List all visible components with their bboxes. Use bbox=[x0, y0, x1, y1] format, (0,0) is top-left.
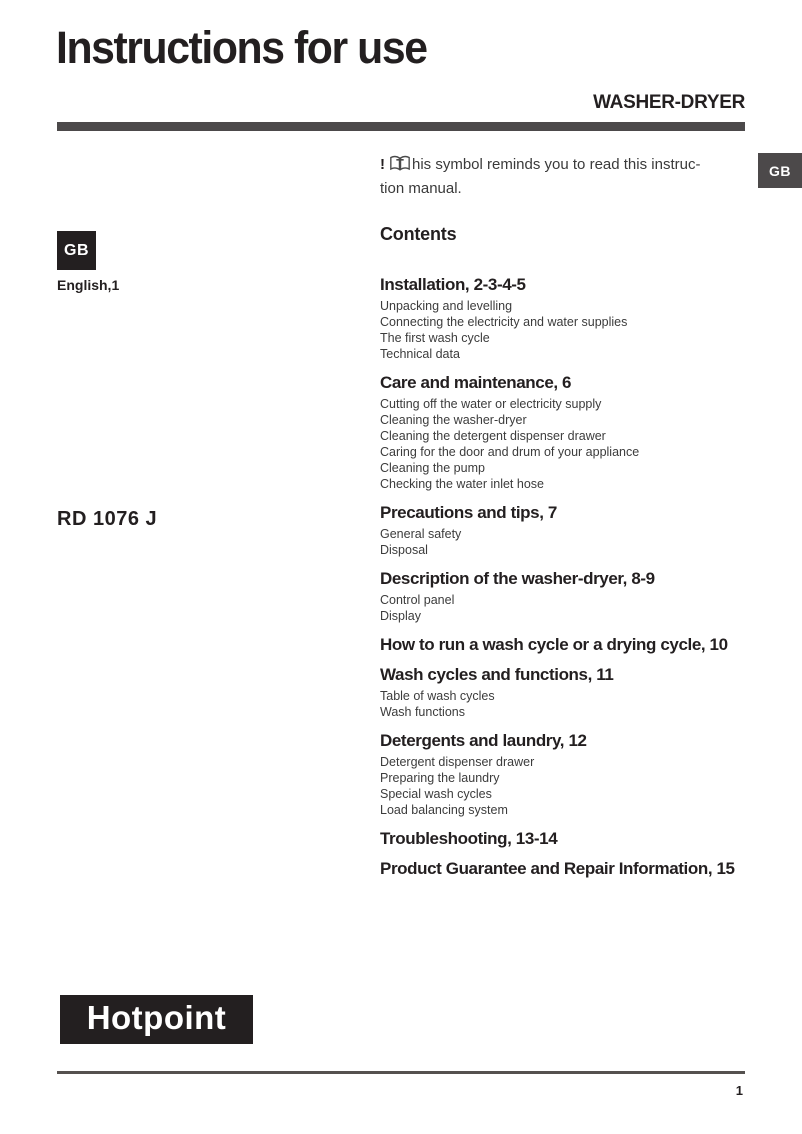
contents-section bbox=[380, 860, 775, 878]
contents-item: General safety bbox=[380, 527, 462, 541]
contents-section bbox=[380, 830, 775, 848]
contents-section-title: Description of the washer-dryer, 8-9 bbox=[380, 569, 655, 588]
language-badge-label: GB bbox=[64, 241, 89, 259]
contents-item: Checking the water inlet hose bbox=[380, 477, 544, 491]
contents-section-title: Product Guarantee and Repair Information, 15 bbox=[380, 859, 735, 878]
open-book-icon bbox=[389, 155, 411, 178]
contents-item: Table of wash cycles bbox=[380, 689, 495, 703]
contents-item: Disposal bbox=[380, 543, 428, 557]
contents-item: Special wash cycles bbox=[380, 787, 492, 801]
contents-item: Unpacking and levelling bbox=[380, 299, 513, 313]
contents-section-title: How to run a wash cycle or a drying cycle, 10 bbox=[380, 635, 728, 654]
contents-item: Connecting the electricity and water supplies bbox=[380, 315, 628, 329]
contents-section-items bbox=[380, 526, 775, 558]
contents-item: Preparing the laundry bbox=[380, 771, 500, 785]
contents-item: Cleaning the washer-dryer bbox=[380, 413, 527, 427]
contents-section-title: Care and maintenance, 6 bbox=[380, 373, 572, 392]
contents-item: Load balancing system bbox=[380, 803, 508, 817]
appliance-type-label: WASHER-DRYER bbox=[593, 92, 745, 113]
contents-item: Technical data bbox=[380, 347, 460, 361]
brand-logo-text: Hotpoint bbox=[86, 999, 227, 1036]
model-number: RD 1076 J bbox=[57, 508, 158, 530]
contents-section bbox=[380, 732, 775, 818]
contents-item: Caring for the door and drum of your appliance bbox=[380, 445, 640, 459]
contents-item: Cleaning the detergent dispenser drawer bbox=[380, 429, 606, 443]
contents-item: Detergent dispenser drawer bbox=[380, 755, 535, 769]
contents-section-items bbox=[380, 396, 775, 492]
contents-section bbox=[380, 504, 775, 558]
contents-section bbox=[380, 666, 775, 720]
contents-section-title: Precautions and tips, 7 bbox=[380, 503, 557, 522]
contents-section-items bbox=[380, 592, 775, 624]
contents-item: Wash functions bbox=[380, 705, 465, 719]
note-line1: his symbol reminds you to read this instruc- bbox=[412, 156, 701, 173]
language-badge bbox=[57, 231, 96, 270]
language-side-tab bbox=[758, 153, 802, 188]
table-of-contents bbox=[380, 225, 775, 882]
contents-item: Control panel bbox=[380, 593, 455, 607]
read-manual-note bbox=[380, 154, 725, 199]
contents-section-items bbox=[380, 754, 775, 818]
language-page-label: English,1 bbox=[57, 277, 120, 293]
contents-item: Display bbox=[380, 609, 421, 623]
footer-divider-line bbox=[57, 1071, 745, 1074]
contents-section bbox=[380, 636, 775, 654]
brand-logo bbox=[60, 995, 253, 1044]
contents-section-title: Wash cycles and functions, 11 bbox=[380, 665, 614, 684]
note-line2: tion manual. bbox=[380, 180, 462, 197]
contents-section bbox=[380, 374, 775, 492]
contents-section-title: Installation, 2-3-4-5 bbox=[380, 275, 526, 294]
page-number: 1 bbox=[735, 1083, 743, 1098]
side-tab-label: GB bbox=[769, 162, 791, 179]
contents-section bbox=[380, 276, 775, 362]
contents-item: Cleaning the pump bbox=[380, 461, 485, 475]
page-title: Instructions for use bbox=[56, 22, 427, 73]
contents-item: Cutting off the water or electricity supply bbox=[380, 397, 602, 411]
contents-section bbox=[380, 570, 775, 624]
contents-heading: Contents bbox=[380, 224, 457, 244]
contents-section-title: Detergents and laundry, 12 bbox=[380, 731, 587, 750]
contents-section-title: Troubleshooting, 13-14 bbox=[380, 829, 558, 848]
contents-section-items bbox=[380, 298, 775, 362]
header-divider-bar bbox=[57, 122, 745, 131]
contents-sections bbox=[380, 276, 775, 878]
exclamation-mark: ! bbox=[380, 156, 385, 173]
contents-item: The first wash cycle bbox=[380, 331, 490, 345]
contents-section-items bbox=[380, 688, 775, 720]
